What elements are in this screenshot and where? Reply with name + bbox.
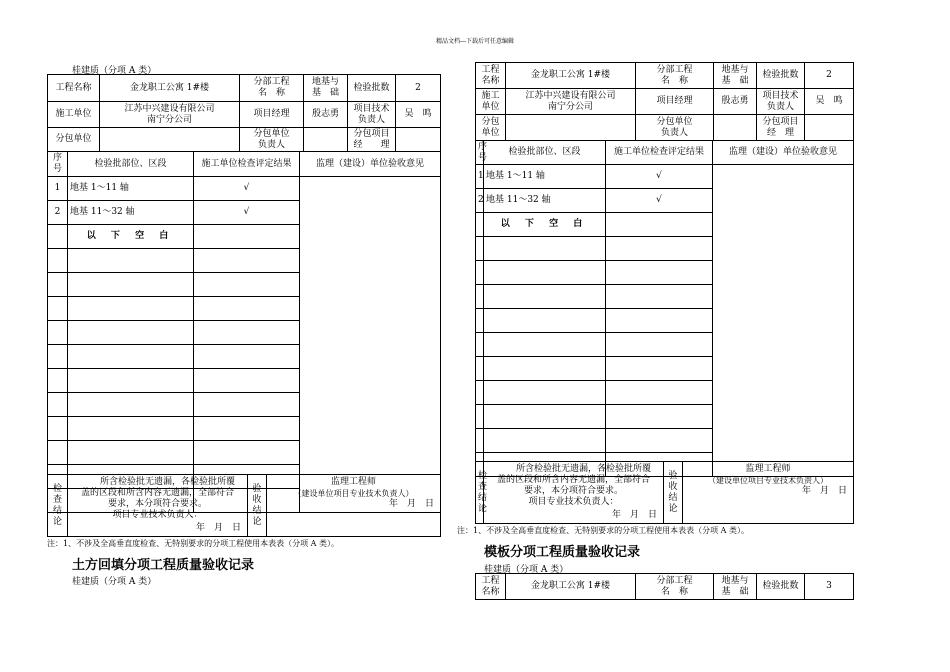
left-next-subtitle: 桂建质（分项 A 类） — [72, 577, 157, 587]
subcontractor-value — [506, 115, 636, 141]
sub-head-label-2: 负责人 — [660, 127, 688, 138]
right-info-table — [475, 62, 854, 141]
opinion-header: 监理（建设）单位验收意见 — [713, 141, 854, 165]
tech-lead-label-2: 负责人 — [766, 101, 794, 112]
table-row — [476, 165, 854, 189]
subcontractor-label: 分包单位 — [48, 128, 100, 152]
division-value-1: 地基与 — [721, 64, 749, 75]
division-value-2: 基 础 — [311, 88, 339, 98]
division-value-1: 地基与 — [721, 575, 749, 586]
check-char-1: 检 — [478, 470, 488, 481]
eval-header: 施工单位检查评定结果 — [194, 152, 300, 177]
division-label-2: 名 称 — [660, 75, 688, 86]
subcontractor-value — [100, 128, 240, 152]
header-watermark: 精品文档---下载后可任意编辑 — [435, 38, 515, 45]
left-next-title: 土方回填分项工程质量验收记录 — [72, 558, 255, 573]
subcontractor-label: 分包单位 — [476, 115, 506, 141]
contractor-value-1: 江苏中兴建设有限公司 — [525, 90, 616, 101]
division-value-2: 基 础 — [721, 75, 749, 86]
contractor-label: 施工单位 — [48, 102, 100, 128]
seq-header-2: 号 — [478, 152, 488, 163]
check-date: 年 月 日 — [611, 510, 657, 520]
accept-char-1: 验 — [668, 470, 678, 481]
opinion-header: 监理（建设）单位验收意见 — [300, 152, 441, 177]
contractor-value-2: 南宁分公司 — [547, 101, 593, 112]
right-conclusion-table — [475, 461, 854, 524]
supervisor-opinion-cell — [300, 177, 441, 513]
check-char-2: 查 — [52, 494, 62, 505]
supervisor-label: 监理工程师 — [745, 464, 791, 474]
supervisor-opinion-cell — [713, 165, 854, 477]
right-next-title: 模板分项工程质量验收记录 — [484, 545, 641, 560]
check-char-3: 结 — [478, 492, 488, 503]
item-part: 地基 1～11 轴 — [68, 177, 194, 201]
accept-char-1: 验 — [252, 483, 262, 494]
left-items-table — [47, 151, 441, 513]
sub-pm-value — [396, 128, 441, 152]
left-conclusion-table — [47, 474, 441, 537]
contractor-value-1: 江苏中兴建设有限公司 — [124, 103, 215, 114]
check-text-3: 要求，本分项符合要求。 — [107, 499, 207, 509]
sub-head-value — [304, 128, 348, 152]
accept-char-3: 结 — [668, 492, 678, 503]
item-seq: 1 — [476, 165, 484, 189]
batch-count-label: 检验批数 — [757, 574, 805, 600]
check-char-2: 查 — [478, 481, 488, 492]
sub-head-label-1: 分包单位 — [656, 116, 693, 127]
division-value-1: 地基与 — [311, 77, 339, 87]
accept-char-3: 结 — [252, 505, 262, 516]
accept-char-2: 收 — [252, 494, 262, 505]
blank-notice: 以 下 空 白 — [484, 213, 606, 237]
accept-date: 年 月 日 — [388, 499, 434, 509]
project-manager-value: 殷志勇 — [714, 89, 757, 115]
item-check-mark: √ — [194, 177, 300, 201]
check-text-4: 项目专业技术负责人： — [528, 497, 619, 507]
check-date: 年 月 日 — [195, 523, 241, 533]
division-value-2: 基 础 — [721, 586, 749, 597]
seq-header-1: 序 — [52, 153, 62, 163]
item-seq: 2 — [48, 201, 68, 225]
check-text-1: 所含检验批无遗漏，各检验批所覆 — [99, 477, 235, 487]
right-items-table — [475, 140, 854, 477]
division-label-2: 名 称 — [257, 88, 285, 98]
project-manager-value: 殷志勇 — [304, 102, 348, 128]
left-form-subtitle: 桂建质（分项 A 类） — [72, 66, 157, 76]
right-next-subtitle: 桂建质（分项 A 类） — [484, 565, 569, 575]
supervisor-note: （建设单位项目专业技术负责人） — [708, 476, 828, 485]
left-info-table — [47, 74, 441, 152]
project-manager-label: 项目经理 — [636, 89, 714, 115]
check-char-4: 论 — [478, 503, 488, 514]
tech-lead-label-1: 项目技术 — [353, 103, 390, 114]
check-char-4: 论 — [52, 516, 62, 527]
part-header: 检验批部位、区段 — [68, 152, 194, 177]
check-text-1: 所含检验批无遗漏，各检验批所覆 — [515, 464, 651, 474]
project-name-label: 工程名称 — [476, 574, 506, 600]
seq-header-1: 序 — [478, 141, 488, 152]
project-manager-label: 项目经理 — [240, 102, 304, 128]
item-part: 地基 1～11 轴 — [484, 165, 606, 189]
tech-lead-label-1: 项目技术 — [762, 90, 799, 101]
blank-notice: 以 下 空 白 — [68, 225, 194, 249]
part-header: 检验批部位、区段 — [484, 141, 606, 165]
tech-lead-value: 吴 鸣 — [396, 102, 441, 128]
sub-head-label-2: 负责人 — [257, 139, 285, 150]
batch-count-value: 2 — [805, 63, 854, 89]
division-label-2: 名 称 — [660, 586, 688, 597]
accept-date: 年 月 日 — [801, 486, 847, 496]
eval-header: 施工单位检查评定结果 — [606, 141, 713, 165]
tech-lead-label-2: 负责人 — [357, 114, 385, 125]
check-text-4: 项目专业技术负责人： — [112, 510, 203, 520]
supervisor-label: 监理工程师 — [330, 477, 376, 487]
sub-pm-label-2: 经 理 — [353, 139, 390, 150]
sub-pm-label-1: 分包项目 — [353, 128, 390, 139]
project-name-value: 金龙职工公寓 1#楼 — [506, 63, 636, 89]
sub-head-value — [714, 115, 757, 141]
item-check-mark: √ — [194, 201, 300, 225]
right-footnote: 注：1、不涉及全高垂直度检查、无特别要求的分项工程使用本表表（分项 A 类）。 — [457, 526, 749, 535]
right-next-info-table — [475, 573, 854, 600]
accept-char-2: 收 — [668, 481, 678, 492]
supervisor-note: （建设单位项目专业技术负责人） — [293, 489, 414, 498]
division-label-1: 分部工程 — [656, 575, 693, 586]
item-seq: 2 — [476, 189, 484, 213]
check-char-3: 结 — [52, 505, 62, 516]
project-name-label: 工程名称 — [48, 75, 100, 102]
check-text-2: 盖的区段和所含内容无遗漏，全部符合 — [80, 488, 234, 498]
item-part: 地基 11～32 轴 — [484, 189, 606, 213]
batch-count-label: 检验批数 — [757, 63, 805, 89]
sub-pm-value — [805, 115, 854, 141]
tech-lead-value: 吴 鸣 — [805, 89, 854, 115]
check-char-1: 检 — [52, 483, 62, 494]
project-name-label: 工程名称 — [476, 63, 506, 89]
batch-count-label: 检验批数 — [348, 75, 396, 102]
project-name-value: 金龙职工公寓 1#楼 — [506, 574, 636, 600]
project-name-value: 金龙职工公寓 1#楼 — [100, 75, 240, 102]
item-check-mark: √ — [606, 165, 713, 189]
sub-head-label-1: 分包单位 — [253, 128, 290, 139]
batch-count-value: 2 — [396, 75, 441, 102]
item-check-mark: √ — [606, 189, 713, 213]
item-part: 地基 11～32 轴 — [68, 201, 194, 225]
division-label-1: 分部工程 — [656, 64, 693, 75]
sub-pm-label-2: 经 理 — [766, 127, 794, 138]
table-row — [48, 177, 441, 201]
contractor-value-2: 南宁分公司 — [146, 114, 192, 125]
contractor-label: 施工单位 — [476, 89, 506, 115]
sub-pm-label-1: 分包项目 — [762, 116, 799, 127]
seq-header-2: 号 — [52, 164, 62, 174]
division-label-1: 分部工程 — [253, 77, 290, 87]
accept-char-4: 论 — [668, 503, 678, 514]
batch-count-value: 3 — [805, 574, 854, 600]
check-text-2: 盖的区段和所含内容无遗漏，全部符合 — [496, 475, 650, 485]
accept-char-4: 论 — [252, 516, 262, 527]
left-footnote: 注：1、不涉及全高垂直度检查、无特别要求的分项工程使用本表表（分项 A 类）。 — [47, 539, 339, 548]
item-seq: 1 — [48, 177, 68, 201]
check-text-3: 要求，本分项符合要求。 — [523, 486, 623, 496]
